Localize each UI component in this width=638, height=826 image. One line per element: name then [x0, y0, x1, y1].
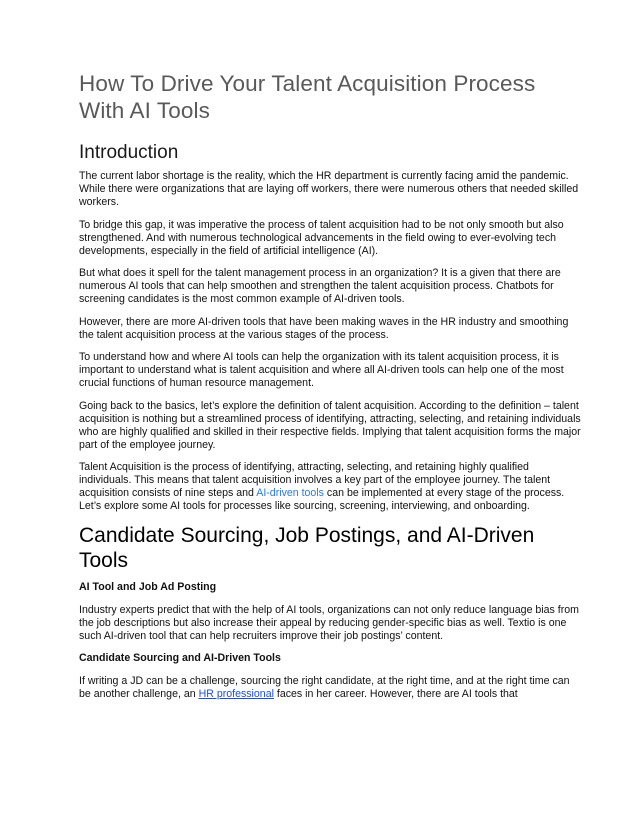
sourcing-paragraph-2-text-b: faces in her career. However, there are AI tools that	[273, 688, 518, 700]
intro-paragraph-5: To understand how and where AI tools can help the organization with its talent acquisition process, it is important to understand what is talent acquisition and where all AI-driven tools can help one of the most crucial functions of human resource management.	[79, 351, 564, 389]
introduction-heading: Introduction	[79, 142, 179, 163]
candidate-sourcing-subheading: Candidate Sourcing and AI-Driven Tools	[79, 652, 281, 664]
intro-paragraph-2: To bridge this gap, it was imperative the process of talent acquisition had to be not only smooth but also strengthened. And with numerous technological advancements in the field owing to ever-evolving tech developments, especially in the field of artificial intelligence (AI).	[79, 218, 564, 257]
sourcing-heading: Candidate Sourcing, Job Postings, and AI-Driven Tools	[79, 523, 535, 572]
sourcing-paragraph-2	[79, 675, 582, 701]
intro-paragraph-7	[79, 461, 582, 513]
ai-tool-job-ad-subheading: AI Tool and Job Ad Posting	[79, 580, 217, 593]
ai-driven-tools-link[interactable]: AI-driven tools	[256, 487, 324, 499]
intro-paragraph-7-text-a: Talent Acquisition is the process of identifying, attracting, selecting, and retaining highly qualified individuals. This means that talent acquisition involves a key part of the employee journey. The talent acquisition consists of nine steps and	[79, 461, 551, 499]
sourcing-paragraph-1: Industry experts predict that with the help of AI tools, organizations can not only reduce language bias from the job descriptions but also increase their appeal by reducing gender-specific bias as well. Textio is one such AI-driven tool that can help recruiters improve their job postings’ content.	[79, 603, 579, 642]
hr-professional-link[interactable]: HR professional	[198, 688, 274, 700]
intro-paragraph-6: Going back to the basics, let’s explore the definition of talent acquisition. According to the definition – talent acquisition is nothing but a streamlined process of identifying, attracting, selecting, and retaining individuals who are highly qualified and skilled in their respective fields. Implying that talent acquisition forms the major part of the employee journey.	[79, 399, 581, 451]
intro-paragraph-1: The current labor shortage is the reality, which the HR department is currently facing amid the pandemic. While there were organizations that are laying off workers, there were numerous others that needed skilled workers.	[79, 170, 579, 208]
intro-paragraph-3: But what does it spell for the talent management process in an organization? It is a given that there are numerous AI tools that can help smoothen and strengthen the talent acquisition process. Chatbots for screening candidates is the most common example of AI-driven tools.	[79, 267, 561, 305]
intro-paragraph-7-text-b: can be implemented at every stage of the process. Let’s explore some AI tools for processes like sourcing, screening, interviewing, and onboarding.	[79, 487, 565, 512]
document-title: How To Drive Your Talent Acquisition Process With AI Tools	[79, 71, 536, 123]
intro-paragraph-4: However, there are more AI-driven tools that have been making waves in the HR industry and smoothing the talent acquisition process at the various stages of the process.	[79, 315, 569, 341]
sourcing-paragraph-2-text-a: If writing a JD can be a challenge, sourcing the right candidate, at the right time, and at the right time can be another challenge, an	[79, 675, 570, 700]
